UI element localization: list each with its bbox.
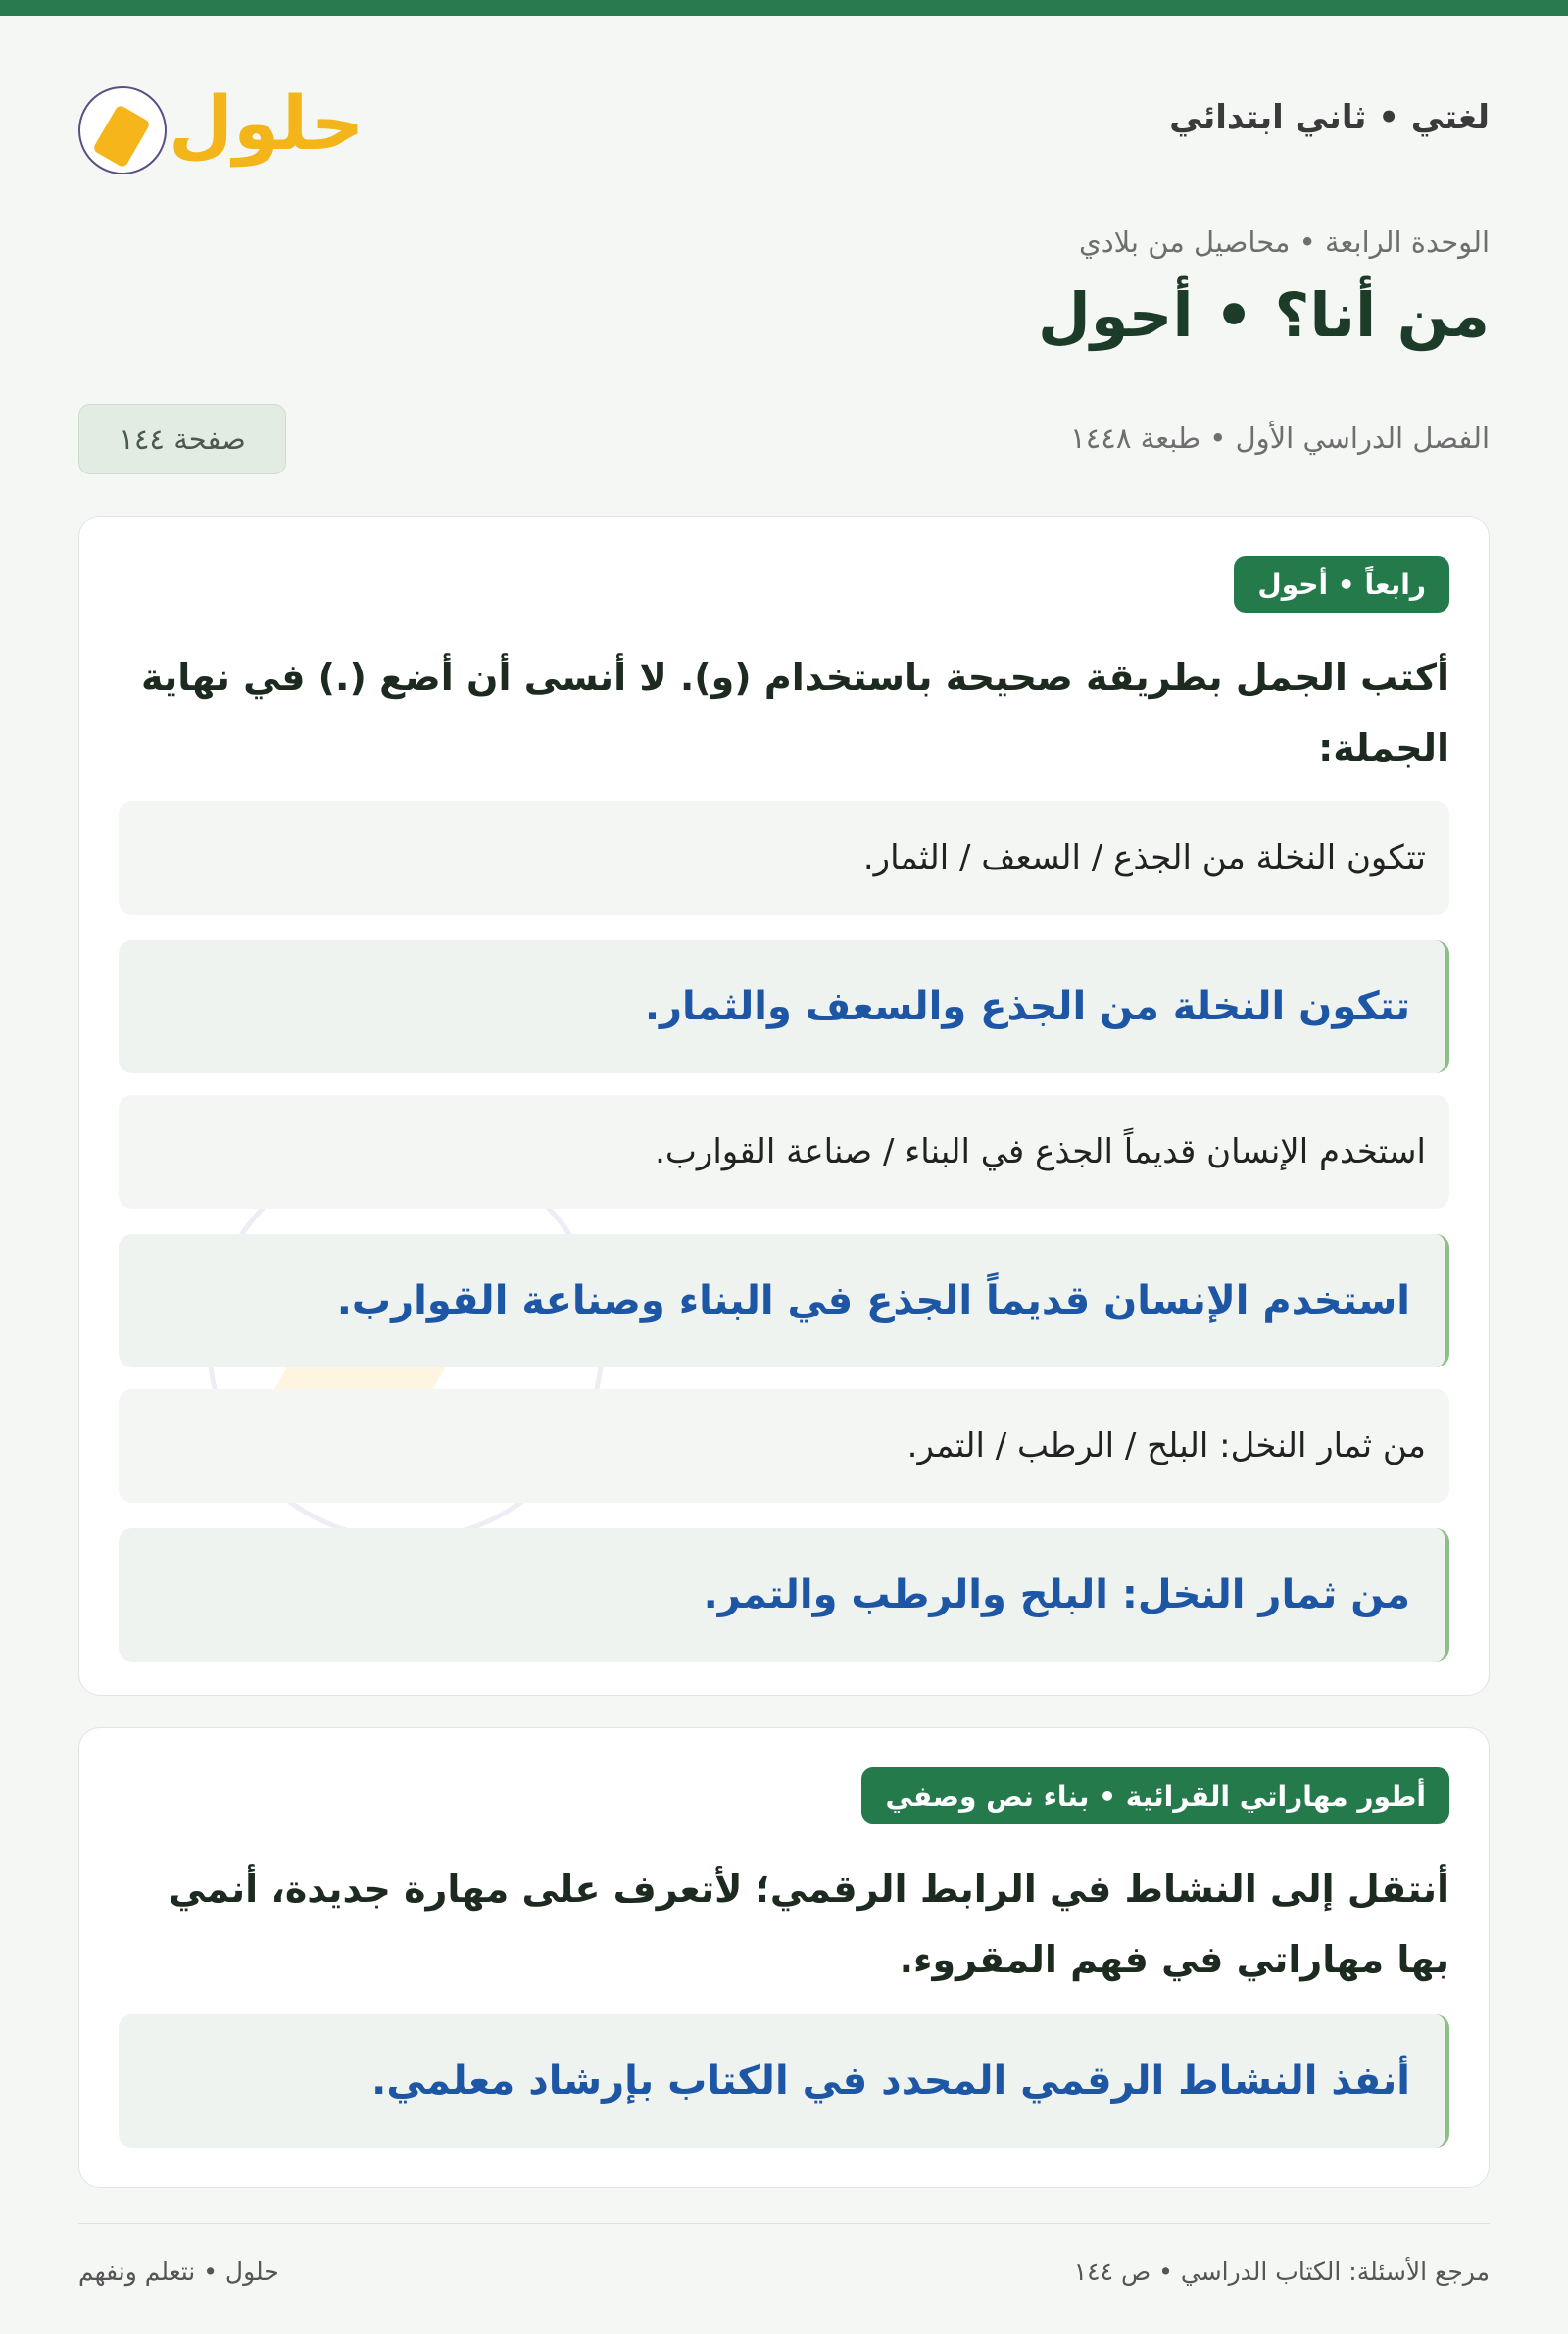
footer-reference: مرجع الأسئلة: الكتاب الدراسي • ص ١٤٤ (1073, 2258, 1490, 2286)
page-number-badge: صفحة ١٤٤ (78, 404, 286, 474)
logo-book-icon (78, 86, 167, 174)
prompt-row: من ثمار النخل: البلح / الرطب / التمر. (119, 1389, 1449, 1503)
answer-row: استخدم الإنسان قديماً الجذع في البناء وصناعة القوارب. (119, 1234, 1449, 1367)
footer-brand: حلول • نتعلم ونفهم (78, 2258, 279, 2286)
answer-row: تتكون النخلة من الجذع والسعف والثمار. (119, 940, 1449, 1073)
page-title: من أنا؟ • أحول (1038, 279, 1490, 351)
subject-label: لغتي • ثاني ابتدائي (1169, 98, 1490, 137)
logo-text: حلول (169, 79, 365, 167)
question-text: أنتقل إلى النشاط في الرابط الرقمي؛ لأتعرف على مهارة جديدة، أنمي بها مهاراتي في فهم المقروء. (168, 1867, 1449, 1981)
header (78, 59, 1490, 186)
skills-card (78, 1727, 1490, 2188)
section-tag: أطور مهاراتي القرائية • بناء نص وصفي (861, 1767, 1449, 1824)
answer-row: أنفذ النشاط الرقمي المحدد في الكتاب بإرشاد معلمي. (119, 2014, 1449, 2148)
top-accent-bar (0, 0, 1568, 16)
footer-divider (78, 2223, 1490, 2224)
question-text: أكتب الجمل بطريقة صحيحة باستخدام (و). لا أنسى أن أضع (.) في نهاية الجملة: (140, 656, 1449, 770)
prompt-row: استخدم الإنسان قديماً الجذع في البناء / صناعة القوارب. (119, 1095, 1449, 1209)
logo[interactable] (78, 79, 365, 178)
semester-label: الفصل الدراسي الأول • طبعة ١٤٤٨ (1070, 422, 1490, 455)
watermark-logo (128, 1144, 677, 1595)
prompt-row: تتكون النخلة من الجذع / السعف / الثمار. (119, 801, 1449, 915)
exercise-card (78, 516, 1490, 1696)
answer-row: من ثمار النخل: البلح والرطب والتمر. (119, 1528, 1449, 1662)
section-tag: رابعاً • أحول (1234, 556, 1449, 613)
unit-label: الوحدة الرابعة • محاصيل من بلادي (1079, 225, 1490, 259)
